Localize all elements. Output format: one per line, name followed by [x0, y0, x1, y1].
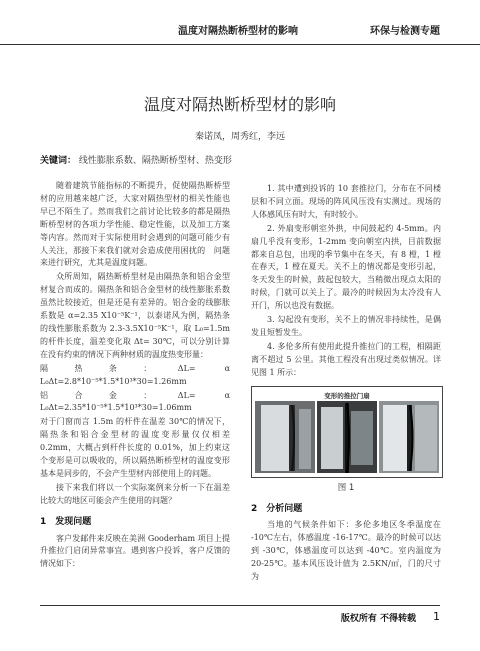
- figure-label: 变形的推拉门扇: [320, 390, 374, 404]
- article-authors: 秦诺凤，周秀红，李远: [194, 132, 285, 142]
- keywords-text: 线性膨胀系数、隔热断桥型材、热变形: [78, 156, 232, 166]
- formula: 铝合金：ΔL= α L₀Δt=2.35*10⁻⁵*1.5*10³*30=1.06mm: [40, 390, 230, 413]
- copyright-notice: 版权所有 不得转载: [340, 614, 416, 624]
- door-photo-left: [255, 401, 315, 473]
- section-heading: 2 分析问题: [251, 503, 303, 514]
- figure-1: [251, 386, 443, 478]
- article-title: 温度对隔热断桥型材的影响: [143, 95, 336, 114]
- door-photo-middle: [317, 401, 377, 473]
- paragraph: 1. 其中遭到投诉的 10 套推拉门，分布在不同楼层和不同立面。现场的阵风风压没有实测过。现场的人体感风压有时大，有时较小。: [251, 184, 441, 219]
- paragraph: 对于门窗而言 1.5m 的杆件在温差 30℃的情况下，隔热条和铝合金型材的温度变形量仅仅相差 0.2mm，大概占到杆件长度的 0.01%，加上约束这个变形是可以吸收的，所以隔热断桥型材的温度变形基本是同步的，不会产生型材内部使用上的问题。: [40, 417, 230, 478]
- paragraph: 3. 勾起没有变形，关不上的情况非持续性，是偶发且短暂发生。: [251, 315, 441, 337]
- paragraph: 4. 多伦多所有使用此提升推拉门的工程，相隔距离不超过 5 公里。其他工程没有出现过类似情况。详见图 1 所示：: [251, 341, 441, 377]
- formula: 隔热条：ΔL= α L₀Δt=2.8*10⁻⁵*1.5*10³*30=1.26mm: [40, 363, 230, 386]
- page-number: 1: [433, 610, 440, 623]
- paragraph: 当地的气候条件如下：多伦多地区冬季温度在 -10℃左右，体感温度 -16-17℃。最冷的时候可以达到 -30℃，体感温度可以达到 -40℃。室内温度为 20-25℃。基本风压设计值为 2.5KN/㎡，门的尺寸为: [251, 520, 441, 582]
- paragraph: 随着建筑节能指标的不断提升，促使隔热断桥型材的应用越来越广泛，大家对隔热型材的相关性能也早已不陌生了。然而我们之前讨论比较多的都是隔热断桥型材的各项力学性能、稳定性能，以及加工方案等内容。然而对于实际使用时会遇到的问题可能少有人关注，那接下来我们就对会造成使用困扰的 问题来进行研究，尤其是温度问题。: [40, 181, 230, 268]
- page-header: [0, 0, 480, 45]
- paragraph: 接下来我们将以一个实际案例来分析一下在温差比较大的地区可能会产生使用的问题？: [40, 482, 230, 505]
- right-column: [251, 183, 441, 585]
- keywords: [40, 153, 232, 166]
- paragraph: 众所周知，隔热断桥型材是由隔热条和铝合金型材复合而成的。隔热条和铝合金型材的线性膨胀系数虽然比较接近，但是还是有差异的。铝合金的线膨胀系数是 α=2.35 X10⁻⁵K⁻¹，以泰诺风为例，隔热条的线性膨胀系数为 2.3-3.5X10⁻⁵K⁻¹，取 L₀=1.5m 的杆件长度，温差变化取 Δt= 30℃，可以分别计算在没有约束的情况下两种材质的温度热变形量：: [40, 272, 230, 359]
- paragraph: 2. 外扇变形朝室外拱，中间鼓起约 4-5mm。内扇几乎没有变形，1-2mm 变向朝室内拱，目前数据都来自总包，出现的季节集中在冬天，有 8 樘，1 樘在春天，1 樘在夏天。关不上的情况都是变形引起，冬天发生的时候，鼓起包较大，当稍微出现点太阳的时候，门就可以关上了。最冷的时候因为太冷没有人开门，所以也没有数据。: [251, 223, 441, 311]
- running-title: 温度对隔热断桥型材的影响: [178, 26, 298, 37]
- door-photo-right: [379, 401, 439, 473]
- section-heading: 1 发现问题: [40, 516, 92, 527]
- left-column: [40, 180, 230, 572]
- section-label: 环保与检测专题: [370, 26, 440, 37]
- paragraph: 客户发邮件来反映在美洲 Gooderham 项目上提升推拉门启闭异常事宜。遇到客户投诉，客户反馈的情况如下：: [40, 533, 230, 569]
- keywords-label: 关键词：: [40, 156, 77, 166]
- footer-divider: [40, 605, 440, 606]
- figure-caption: 图 1: [337, 482, 355, 493]
